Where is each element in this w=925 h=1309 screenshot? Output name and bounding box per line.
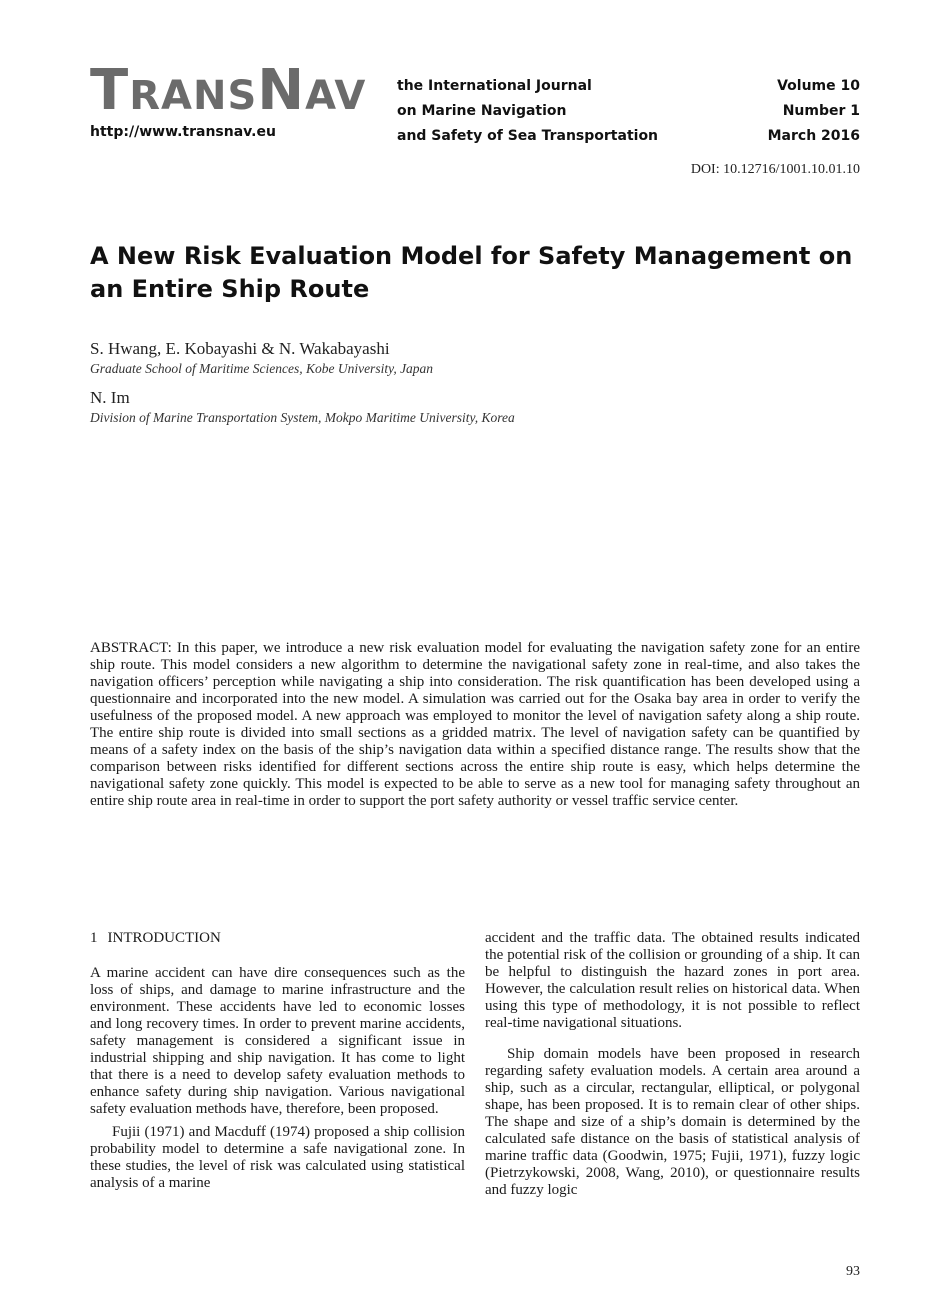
author-affiliation: Division of Marine Transportation System, Mokpo Maritime University, Korea (90, 410, 515, 425)
paragraph: Ship domain models have been proposed in research regarding safety evaluation models. A certain area around a ship, such as a circular, rectangular, elliptical, or polygonal shape, has been proposed. It is to remain clear of other ships. The shape and size of a ship’s domain is determined by the calculated safe distance on the basis of statistical analysis of marine traffic data (Goodwin, 1975; Fujii, 1971), fuzzy logic (Pietrzykowski, 2008, Wang, 2010), or questionnaire results and fuzzy logic (485, 1046, 860, 1198)
issue-date: March 2016 (767, 128, 860, 144)
paragraph: accident and the traffic data. The obtained results indicated the potential risk of the collision or grounding of a ship. It can be helpful to distinguish the hazard zones in port area. However, the calculation result relies on historical data. When using this type of methodology, it is not possible to reflect real-time navigational situations. (485, 930, 860, 1031)
left-column (90, 930, 465, 1198)
page-number: 93 (846, 1264, 860, 1279)
author-affiliation: Graduate School of Maritime Sciences, Kobe University, Japan (90, 361, 434, 376)
volume: Volume 10 (777, 78, 860, 94)
issue-info (768, 74, 860, 149)
section-title: INTRODUCTION (107, 930, 221, 946)
journal-name (397, 74, 658, 149)
doi[interactable]: DOI: 10.12716/1001.10.01.10 (690, 162, 860, 177)
journal-line: and Safety of Sea Transportation (397, 128, 659, 144)
paper-title: A New Risk Evaluation Model for Safety Management on an Entire Ship Route (90, 242, 853, 303)
paragraph: Fujii (1971) and Macduff (1974) proposed a ship collision probability model to determine a safe navigational zone. In these studies, the level of risk was calculated using statistical analysis of a marine (90, 1124, 465, 1191)
paragraph: A marine accident can have dire consequences such as the loss of ships, and damage to marine infrastructure and the environment. These accidents have led to economic losses and long recovery times. In order to prevent marine accidents, safety management is considered a significant issue in industrial shipping and ship navigation. It has come to light that there is a need to develop safety evaluation methods to enhance safety during ship navigation. Various navigational safety evaluation methods have, therefore, been proposed. (90, 965, 465, 1117)
journal-line: on Marine Navigation (397, 103, 567, 119)
right-column (485, 930, 860, 1205)
abstract: ABSTRACT: In this paper, we introduce a new risk evaluation model for evaluating the navigation safety zone for an entire ship route. This model considers a new algorithm to determine the navigational safety zone in real-time, and also takes the navigation officers’ perception while navigating a ship into consideration. The risk quantification has been developed using a questionnaire and incorporated into the new model. A simulation was carried out for the Osaka bay area in order to verify the usefulness of the proposed model. A new approach was employed to monitor the level of navigation safety along a ship route. The entire ship route is divided into small sections as a gridded matrix. The level of navigation safety can be quantified by means of a safety index on the basis of the ship’s navigation data within a specified distance range. The results show that the comparison between risks identified for different sections across the entire ship route is easy, which helps determine the navigational safety zone quickly. This model is expected to be able to serve as a new tool for managing safety throughout an entire ship route area in real-time in order to support the port safety authority or vessel traffic service center. (90, 640, 860, 809)
journal-logo: TRANSNAV (90, 58, 367, 123)
section-heading (90, 930, 465, 947)
author-names: N. Im (90, 388, 130, 407)
section-number: 1 (90, 930, 98, 946)
journal-url[interactable]: http://www.transnav.eu (90, 124, 276, 140)
author-names: S. Hwang, E. Kobayashi & N. Wakabayashi (90, 339, 390, 358)
journal-line: the International Journal (397, 78, 592, 94)
issue-number: Number 1 (782, 103, 860, 119)
